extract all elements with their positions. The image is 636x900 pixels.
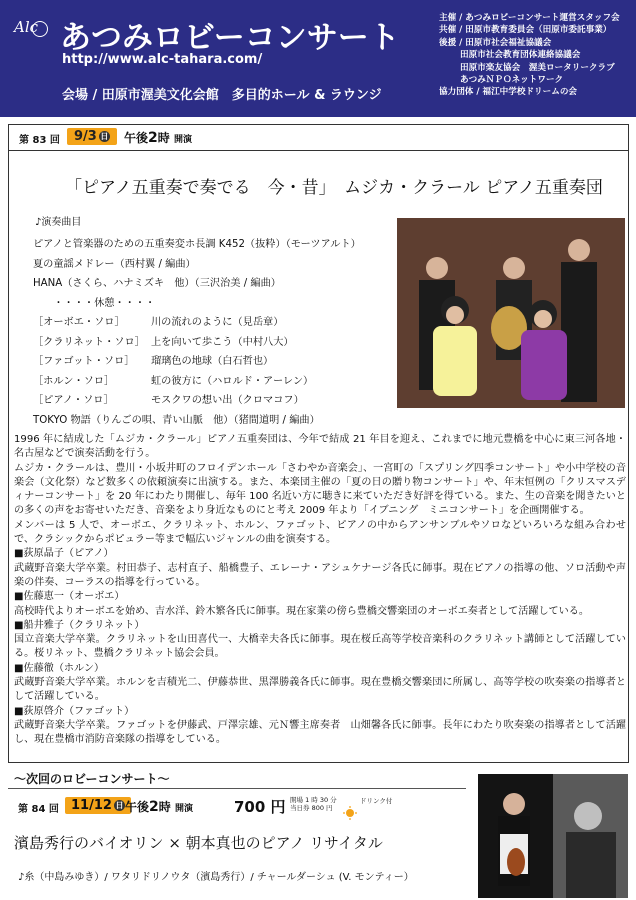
program-item bbox=[33, 411, 361, 431]
website-link[interactable]: http://www.alc-tahara.com/ bbox=[62, 52, 263, 67]
next-program: ♪糸（中島みゆき）/ ワタリドリノウタ（濱島秀行）/ チャールダーシュ (V. モンティー） bbox=[18, 872, 414, 883]
time-prefix: 午後 bbox=[124, 131, 149, 145]
program-label: ［クラリネット・ソロ］ bbox=[33, 336, 145, 348]
drink-note: ドリンク付 bbox=[360, 797, 393, 805]
program-text: 夏の童謡メドレー（西村翼 / 編曲） bbox=[33, 258, 196, 270]
member-heading: ■佐藤徹（ホルン） bbox=[14, 662, 105, 674]
logo-ring bbox=[32, 21, 48, 37]
program-item bbox=[33, 333, 361, 353]
time-suffix: 時 bbox=[158, 800, 171, 814]
open-time: 開場 1 時 30 分 bbox=[290, 796, 337, 804]
next-date-badge bbox=[65, 797, 131, 814]
sponsor-line: 田原市社会教育団体連絡協議会 bbox=[460, 50, 581, 61]
program-label: ［オーボエ・ソロ］ bbox=[33, 317, 125, 328]
program-text: 瑠璃色の地球（白石哲也） bbox=[151, 356, 274, 367]
bio-paragraph: 高校時代よりオーボエを始め、吉水洋、鈴木繁各氏に師事。現在家業の傍ら豊橋交響楽団のオーボエ奏者として活躍している。 bbox=[14, 605, 589, 617]
next-start-time bbox=[125, 798, 193, 815]
program-label: ［ピアノ・ソロ］ bbox=[33, 395, 114, 406]
time-prefix: 午後 bbox=[125, 800, 150, 814]
venue-text: 会場 / 田原市渥美文化会館 多目的ホール & ラウンジ bbox=[62, 88, 382, 103]
sun-icon bbox=[343, 806, 357, 820]
program-item bbox=[33, 255, 361, 275]
next-concert-title: 濱島秀行のバイオリン × 朝本真也のピアノ リサイタル bbox=[14, 834, 383, 852]
program-text: 上を向いて歩こう（中村八大） bbox=[151, 336, 294, 348]
bio-paragraph: 国立音楽大学卒業。クラリネットを山田喜代一、大橋幸夫各氏に師事。現在桜丘高等学校音楽科のクラリネット講師として活躍している。桜リネット、豊橋クラリネット協会会員。 bbox=[14, 634, 626, 660]
current-concert-panel bbox=[8, 124, 629, 763]
program-text: ・・・・休憩・・・・ bbox=[33, 297, 156, 309]
divider bbox=[9, 150, 628, 151]
price-note bbox=[290, 796, 337, 812]
program-item bbox=[33, 391, 361, 411]
program-text: モスクワの想い出（クロマコフ） bbox=[151, 395, 304, 406]
sponsor-line: 協力団体 / 福江中学校ドリームの会 bbox=[439, 87, 578, 98]
concert-round: 第 83 回 bbox=[19, 135, 60, 146]
sponsor-line: 共催 / 田原市教育委員会（田原市委託事業） bbox=[439, 25, 612, 36]
time-hour: 2 bbox=[148, 130, 158, 146]
program-item bbox=[33, 294, 361, 314]
bio-paragraph: メンバーは 5 人で、オーボエ、クラリネット、ホルン、ファゴット、ピアノの中からアンサンブルやソロなどいろいろな組み合わせで、クラシックからポピュラー等まで幅広いジャンルの曲を演奏する。 bbox=[14, 519, 626, 546]
alc-logo: Alc bbox=[14, 18, 39, 36]
performers-photo bbox=[478, 774, 628, 898]
weekday-badge: 日 bbox=[115, 801, 124, 810]
program-item bbox=[33, 274, 361, 294]
bio-paragraph: 武蔵野音楽大学卒業。ファゴットを伊藤武、戸澤宗雄、元Ｎ響主席奏者 山畑馨各氏に師事。長年にわたり吹奏楽の指導者として活躍し、現在豊橋市消防音楽隊の指導をしている。 bbox=[14, 719, 626, 746]
member-heading: ■荻原晶子（ピアノ） bbox=[14, 548, 114, 560]
ticket-price: 700 円 bbox=[234, 798, 286, 816]
door-price: 当日券 800 円 bbox=[290, 804, 333, 812]
weekday-badge: 日 bbox=[100, 132, 109, 141]
bio-paragraph: 武蔵野音楽大学卒業。村田恭子、志村直子、船橋豊子、エレーナ・アシュケナージ各氏に師事。現在ピアノの指導の他、ソロ活動や声楽の伴奏、コーラスの指導を行っている。 bbox=[14, 562, 626, 588]
sponsor-line: 主催 / あつみロビーコンサート運営スタッフ会 bbox=[439, 13, 620, 23]
bio-paragraph: ムジカ・クラールは、豊川・小坂井町のフロイデンホール「さわやか音楽会」、一宮町の「スプリング四季コンサート」や小中学校の音楽会（文化祭）など数多くの依頼演奏に出演する。また、本楽団主催の「夏の日の贈り物コンサート」や、年末恒例の「クリスマスディナーコンサート」を 20 年にわたり開催し、毎年 100 名近い方に聴きに来ていただき好評を得ている。また、生の音楽を聞きたいとの多くの声をお寄せいただき、音楽をより身近なものにと考え 2009 年より「イブニング ミニコンサート」を企画開催する。 bbox=[14, 462, 626, 517]
sponsor-list bbox=[439, 12, 634, 99]
bio-paragraph: 武蔵野音楽大学卒業。ホルンを吉積光二、伊藤恭世、黒澤勝義各氏に師事。現在豊橋交響楽団に所属し、高等学校の吹奏楽の指導者として活躍している。 bbox=[14, 677, 626, 703]
next-heading: 〜次回のロビーコンサート〜 bbox=[14, 772, 170, 786]
program-item bbox=[33, 313, 361, 333]
header-banner bbox=[0, 0, 636, 117]
program-text: HANA（さくら、ハナミズキ 他）（三沢治美 / 編曲） bbox=[33, 278, 281, 289]
program-text: 虹の彼方に（ハロルド・アーレン） bbox=[151, 375, 314, 387]
time-suffix: 時 bbox=[157, 131, 170, 145]
program-label: ［ファゴット・ソロ］ bbox=[33, 356, 135, 367]
time-label: 開演 bbox=[173, 135, 192, 145]
quintet-photo bbox=[397, 218, 625, 408]
time-label: 開演 bbox=[174, 804, 193, 814]
divider bbox=[8, 788, 466, 789]
program-label: ［ホルン・ソロ］ bbox=[33, 375, 115, 387]
time-hour: 2 bbox=[149, 799, 159, 815]
program-item bbox=[33, 235, 361, 255]
member-heading: ■荻原啓介（ファゴット） bbox=[14, 705, 135, 717]
next-date-text: 11/12 bbox=[71, 798, 112, 813]
date-text: 9/3 bbox=[74, 129, 97, 144]
sponsor-line: 後援 / 田原市社会福祉協議会 bbox=[439, 37, 552, 48]
program-item bbox=[33, 372, 361, 392]
next-round: 第 84 回 bbox=[18, 804, 59, 815]
program-text: TOKYO 物語（りんごの唄、青い山脈 他）（猪間道明 / 編曲） bbox=[33, 414, 320, 426]
program-text: 川の流れのように（見岳章） bbox=[151, 317, 284, 328]
member-heading: ■佐藤恵一（オーボエ） bbox=[14, 591, 125, 603]
series-title: あつみロビーコンサート bbox=[60, 20, 400, 56]
date-badge bbox=[67, 128, 117, 145]
program-heading: ♪演奏曲目 bbox=[35, 217, 82, 228]
sponsor-line: あつみＮＰＯネットワーク bbox=[460, 75, 564, 86]
sponsor-line: 田原市楽友協会 渥美ロータリークラブ bbox=[460, 62, 615, 73]
next-concert-section bbox=[8, 770, 627, 898]
concert-title: 「ピアノ五重奏で奏でる 今・昔」 ムジカ・クラール ピアノ五重奏団 bbox=[65, 178, 603, 198]
program-list bbox=[33, 235, 361, 430]
program-item bbox=[33, 352, 361, 372]
ensemble-bio bbox=[14, 433, 626, 748]
start-time bbox=[124, 129, 192, 146]
bio-paragraph: 1996 年に結成した「ムジカ・クラール」ピアノ五重奏団は、今年で結成 21 年目を迎え、これまでに地元豊橋を中心に東三河各地・名古屋などで演奏活動を行う。 bbox=[14, 434, 626, 460]
member-heading: ■船井雅子（クラリネット） bbox=[14, 619, 145, 631]
program-text: ピアノと管楽器のための五重奏変ホ長調 K452（抜粋）（モーツアルト） bbox=[33, 239, 361, 250]
